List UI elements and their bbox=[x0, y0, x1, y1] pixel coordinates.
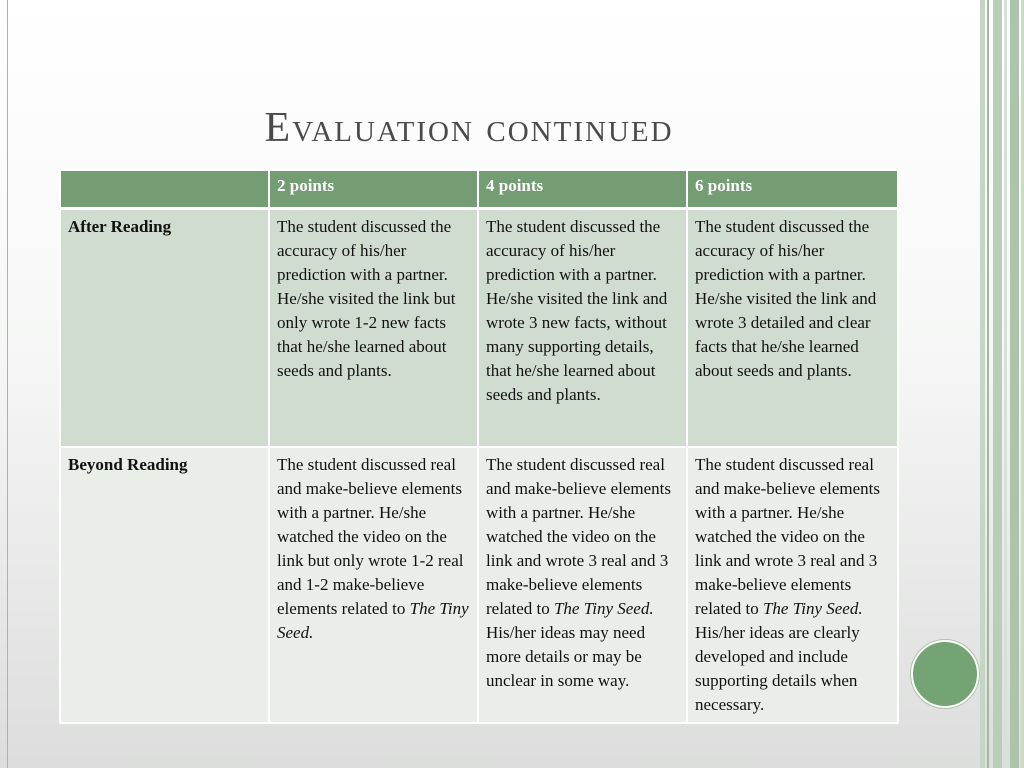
table-cell bbox=[478, 447, 687, 723]
book-title-italic: The Tiny Seed. bbox=[277, 599, 469, 642]
row-label: After Reading bbox=[60, 209, 269, 448]
table-cell bbox=[687, 447, 898, 723]
table-cell bbox=[269, 447, 478, 723]
header-cell-empty bbox=[60, 170, 269, 209]
header-cell-6-points: 6 points bbox=[687, 170, 898, 209]
row-label: Beyond Reading bbox=[60, 447, 269, 723]
decorative-circle bbox=[911, 640, 979, 708]
cell-text: His/her ideas are clearly developed and include supporting details when necessary. bbox=[695, 623, 860, 714]
slide-title: Evaluation continued bbox=[264, 105, 674, 151]
rubric-table bbox=[59, 169, 899, 724]
cell-text: The student discussed real and make-believe elements with a partner. He/she watched the video on the link and wrote 3 real and 3 make-believe elements related to bbox=[486, 455, 672, 618]
right-decorative-bars bbox=[980, 0, 1024, 768]
cell-text: The student discussed real and make-believe elements with a partner. He/she watched the video on the link but only wrote 1-2 real and 1-2 make-believe elements related to bbox=[277, 455, 464, 618]
table-row-after-reading bbox=[60, 209, 898, 448]
header-cell-2-points: 2 points bbox=[269, 170, 478, 209]
book-title-italic: The Tiny Seed. bbox=[762, 599, 863, 618]
book-title-italic: The Tiny Seed. bbox=[553, 599, 654, 618]
header-cell-4-points: 4 points bbox=[478, 170, 687, 209]
table-cell: The student discussed the accuracy of his/her prediction with a partner. He/she visited the link and wrote 3 detailed and clear facts that he/she learned about seeds and plants. bbox=[687, 209, 898, 448]
table-cell: The student discussed the accuracy of his/her prediction with a partner. He/she visited the link but only wrote 1-2 new facts that he/she learned about seeds and plants. bbox=[269, 209, 478, 448]
table-header-row bbox=[60, 170, 898, 209]
cell-text: The student discussed real and make-believe elements with a partner. He/she watched the video on the link and wrote 3 real and 3 make-believe elements related to bbox=[695, 455, 881, 618]
table-cell: The student discussed the accuracy of his/her prediction with a partner. He/she visited the link and wrote 3 new facts, without many supporting details, that he/she learned about seeds and plants. bbox=[478, 209, 687, 448]
cell-text: His/her ideas may need more details or may be unclear in some way. bbox=[486, 623, 646, 690]
table-row-beyond-reading bbox=[60, 447, 898, 723]
